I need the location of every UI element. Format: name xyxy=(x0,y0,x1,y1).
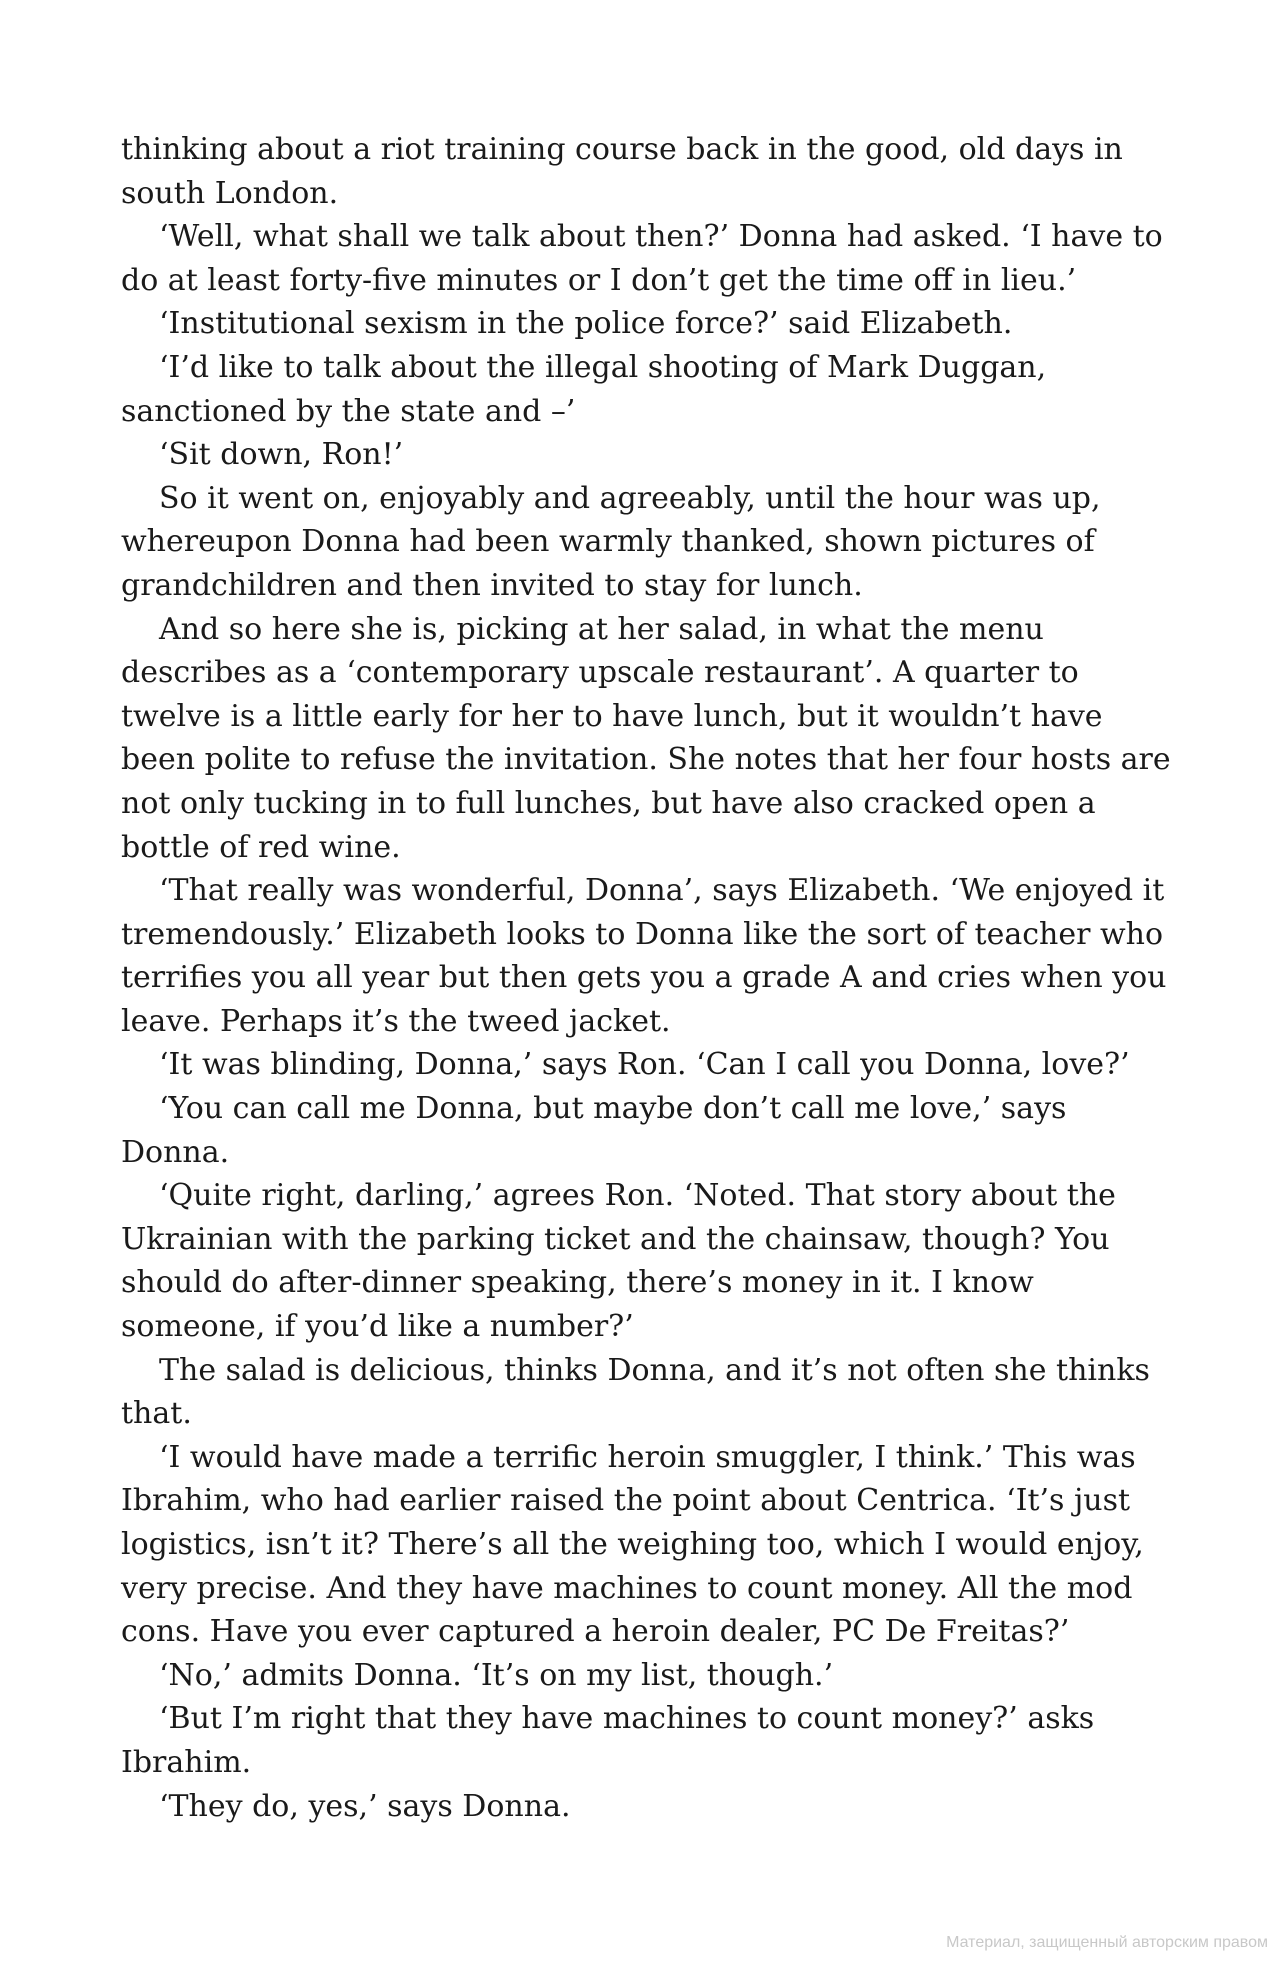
paragraph: ‘I’d like to talk about the illegal shooting of Mark Duggan, sanctioned by the state and –’ xyxy=(121,349,1047,429)
paragraph: ‘Quite right, darling,’ agrees Ron. ‘Noted. That story about the Ukrainian with the parking ticket and the chainsaw, though? You should do after-dinner speaking, there’s money in it. I know someone, if you’d like a number?’ xyxy=(121,1178,1116,1345)
page-body xyxy=(121,128,1171,1828)
paragraph: And so here she is, picking at her salad, in what the menu describes as a ‘contemporary upscale restaurant’. A quarter to twelve is a little early for her to have lunch, but it wouldn’t have been polite to refuse the invitation. She notes that her four hosts are not only tucking in to full lunches, but have also cracked open a bottle of red wine. xyxy=(121,611,1171,865)
paragraph: ‘You can call me Donna, but maybe don’t call me love,’ says Donna. xyxy=(121,1091,1067,1170)
paragraph: ‘Institutional sexism in the police force?’ said Elizabeth. xyxy=(159,306,1013,342)
paragraph: ‘But I’m right that they have machines to count money?’ asks Ibrahim. xyxy=(121,1701,1095,1780)
copyright-watermark: Материал, защищенный авторским правом xyxy=(946,1934,1268,1951)
paragraph: thinking about a riot training course back in the good, old days in south London. xyxy=(121,132,1123,211)
paragraph: ‘I would have made a terrific heroin smuggler, I think.’ This was Ibrahim, who had earlier raised the point about Centrica. ‘It’s just logistics, isn’t it? There’s all the weighing too, which I would enjoy, very precise. And they have machines to count money. All the mod cons. Have you ever captured a heroin dealer, PC De Freitas?’ xyxy=(121,1439,1144,1650)
paragraph: So it went on, enjoyably and agreeably, until the hour was up, whereupon Donna had been warmly thanked, shown pictures of grandchildren and then invited to stay for lunch. xyxy=(121,480,1101,603)
paragraph: ‘They do, yes,’ says Donna. xyxy=(159,1788,571,1824)
paragraph: The salad is delicious, thinks Donna, and it’s not often she thinks that. xyxy=(121,1352,1150,1432)
paragraph: ‘That really was wonderful, Donna’, says Elizabeth. ‘We enjoyed it tremendously.’ Elizabeth looks to Donna like the sort of teacher who terrifies you all year but then gets you a grade A and cries when you leave. Perhaps it’s the tweed jacket. xyxy=(121,873,1167,1039)
paragraph: ‘Sit down, Ron!’ xyxy=(159,437,404,473)
paragraph: ‘It was blinding, Donna,’ says Ron. ‘Can I call you Donna, love?’ xyxy=(159,1047,1130,1083)
paragraph: ‘No,’ admits Donna. ‘It’s on my list, though.’ xyxy=(159,1657,834,1693)
paragraph: ‘Well, what shall we talk about then?’ Donna had asked. ‘I have to do at least forty-five minutes or I don’t get the time off in lieu.’ xyxy=(121,219,1163,298)
